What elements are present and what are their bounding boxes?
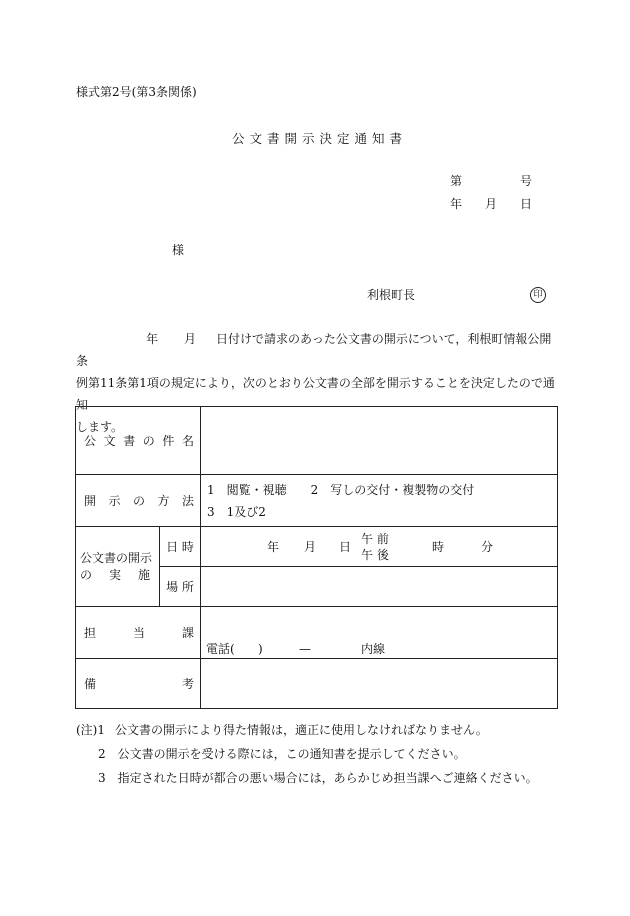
body-line-1-text: 日付けで請求のあった公文書の開示について，利根町情報公開条 xyxy=(76,332,552,368)
method-option-line-1[interactable]: 1 閲覧・視聴 2 写しの交付・複製物の交付 xyxy=(207,482,475,497)
charge-label: 担 当 課 xyxy=(84,626,194,640)
dt-year: 年 xyxy=(267,539,280,554)
dt-day: 日 xyxy=(339,539,352,554)
phone-prefix: 電話( xyxy=(206,641,235,656)
charge-label-cell xyxy=(76,607,201,659)
implementation-label-line-2: の 実 施 xyxy=(80,567,150,582)
remarks-label-cell xyxy=(76,659,201,709)
place-value-cell[interactable] xyxy=(201,567,558,607)
dt-pm[interactable]: 午 後 xyxy=(361,547,389,562)
datetime-value-cell[interactable] xyxy=(201,527,558,567)
dt-month: 月 xyxy=(304,539,317,554)
method-label: 開 示 の 方 法 xyxy=(84,494,194,508)
remarks-label: 備 考 xyxy=(84,677,194,691)
recipient-honorific: 様 xyxy=(172,243,185,257)
implementation-label-line-1: 公文書の開示 xyxy=(80,550,153,565)
method-label-cell xyxy=(76,475,201,527)
seal-mark: 印 xyxy=(530,287,546,303)
body-line-2: 例第11条第1項の規定により，次のとおり公文書の全部を開示することを決定したので通知 xyxy=(76,376,555,412)
body-line-3: します。 xyxy=(76,420,124,434)
dt-hour: 時 xyxy=(432,539,445,554)
charge-value-cell[interactable] xyxy=(201,607,558,659)
implementation-label-cell xyxy=(76,527,160,607)
subject-value-cell[interactable] xyxy=(201,407,558,475)
note-3-text: 指定された日時が都合の悪い場合には，あらかじめ担当課へご連絡ください。 xyxy=(117,771,538,785)
date-day: 日 xyxy=(520,197,533,211)
phone-dash: — xyxy=(299,641,311,656)
note-2 xyxy=(98,745,466,762)
method-option-line-2[interactable]: 3 1及び2 xyxy=(207,504,266,519)
page-title: 公文書開示決定通知書 xyxy=(232,131,408,146)
doc-number-prefix: 第 xyxy=(450,174,463,188)
body-month: 月 xyxy=(184,332,197,346)
dt-minute: 分 xyxy=(481,539,494,554)
subject-label: 公 文 書 の 件 名 xyxy=(84,434,194,448)
method-options-cell xyxy=(201,475,558,527)
note-3-number: 3 xyxy=(98,771,106,785)
note-3 xyxy=(98,769,538,786)
disclosure-table xyxy=(75,406,558,709)
note-2-text: 公文書の開示を受ける際には，この通知書を提示してください。 xyxy=(117,747,466,761)
place-label: 場 所 xyxy=(160,567,201,607)
body-line-1 xyxy=(76,328,560,372)
charge-row xyxy=(76,607,558,659)
form-number-label: 様式第2号(第3条関係) xyxy=(76,85,197,99)
datetime-row xyxy=(76,527,558,567)
date-month: 月 xyxy=(485,197,498,211)
note-1-text: 公文書の開示により得た情報は，適正に使用しなければなりません。 xyxy=(115,723,488,737)
note-1 xyxy=(76,721,488,738)
phone-extension: 内線 xyxy=(361,641,386,656)
subject-row xyxy=(76,407,558,475)
datetime-label: 日 時 xyxy=(160,527,201,567)
note-2-number: 2 xyxy=(98,747,106,761)
remarks-value-cell[interactable] xyxy=(201,659,558,709)
body-year: 年 xyxy=(146,332,159,346)
phone-paren-close: ) xyxy=(258,641,263,656)
remarks-row xyxy=(76,659,558,709)
dt-am[interactable]: 午 前 xyxy=(361,531,389,546)
subject-label-cell xyxy=(76,407,201,475)
method-row xyxy=(76,475,558,527)
note-label: (注)1 xyxy=(76,723,105,737)
doc-number-suffix: 号 xyxy=(520,174,533,188)
date-year: 年 xyxy=(450,197,463,211)
sender-name: 利根町長 xyxy=(367,288,416,302)
